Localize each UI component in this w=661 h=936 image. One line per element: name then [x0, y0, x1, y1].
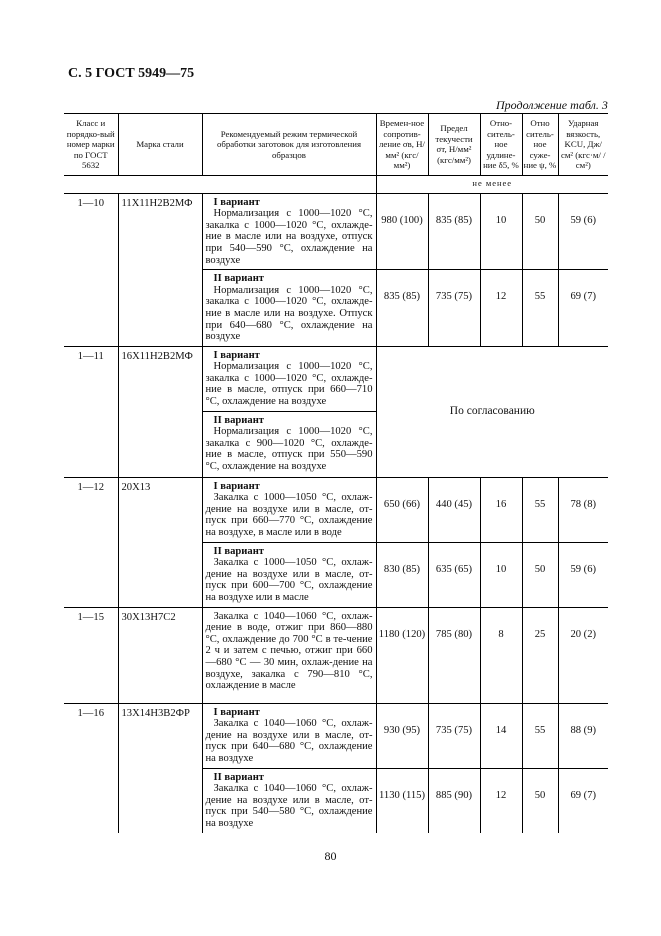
treatment-text: Нормализация с 1000—1020 °С, закалка с 900—1020 °С, охлажде-ние в масле, отпуск при 550—590 °С, охлаждение на воздухе: [205, 426, 373, 473]
treatment-cell: [202, 193, 376, 270]
elongation-value: 16: [480, 477, 522, 542]
treatment-cell: [202, 703, 376, 768]
col-header-reduction: Отно ситель-ное суже-ние ψ, %: [522, 114, 558, 176]
variant-label: I вариант: [213, 196, 260, 208]
impact-value: 69 (7): [558, 768, 608, 832]
elongation-value: 10: [480, 542, 522, 607]
yield-value: 885 (90): [428, 768, 480, 832]
steel-grade: 16Х11Н2В2МФ: [118, 346, 202, 477]
col-header-tensile: Времен-ное сопротив-ление σв, Н/мм² (кгс/мм²): [376, 114, 428, 176]
elongation-value: 14: [480, 703, 522, 768]
treatment-text: Закалка с 1040—1060 °С, охлаж-дение на воздухе или в масле, от-пуск при 540—580 °С, охлаждение на воздухе: [205, 783, 373, 829]
elongation-value: 8: [480, 607, 522, 703]
col-header-grade: Марка стали: [118, 114, 202, 176]
treatment-text: Нормализация с 1000—1020 °С, закалка с 1000—1020 °С, охлажде-ние в масле или на воздухе, отпуск при 540—590 °С, охлаждение на воздухе: [205, 208, 373, 266]
steel-grade: 13Х14Н3В2ФР: [118, 703, 202, 832]
tensile-value: 930 (95): [376, 703, 428, 768]
treatment-cell: [202, 270, 376, 347]
reduction-value: 50: [522, 542, 558, 607]
page-header: С. 5 ГОСТ 5949—75: [68, 66, 195, 81]
treatment-text: Закалка с 1000—1050 °С, охлаж-дение на воздухе или в масле, от-пуск при 600—700 °С, охлаждение на воздухе или в масле: [205, 557, 373, 604]
class-number: 1—16: [64, 703, 118, 832]
steel-grade: 20Х13: [118, 477, 202, 607]
treatment-cell: [202, 607, 376, 703]
variant-label: II вариант: [213, 545, 265, 557]
yield-value: 635 (65): [428, 542, 480, 607]
impact-value: 20 (2): [558, 607, 608, 703]
treatment-cell: [202, 542, 376, 607]
reduction-value: 50: [522, 193, 558, 270]
treatment-text: Закалка с 1040—1060 °С, охлаж-дение на воздухе или в масле, от-пуск при 640—680 °С, охлаждение на воздухе: [205, 718, 373, 764]
min-note-row: [64, 175, 608, 193]
class-number: 1—15: [64, 607, 118, 703]
reduction-value: 55: [522, 703, 558, 768]
impact-value: 59 (6): [558, 193, 608, 270]
table-header-row: [64, 114, 608, 176]
yield-value: 735 (75): [428, 270, 480, 347]
col-header-treatment: Рекомендуемый режим термической обработки заготовок для изготовления образцов: [202, 114, 376, 176]
yield-value: 735 (75): [428, 703, 480, 768]
table-row: [64, 703, 608, 768]
tensile-value: 830 (85): [376, 542, 428, 607]
treatment-cell: [202, 346, 376, 411]
tensile-value: 980 (100): [376, 193, 428, 270]
agreement-note: По согласованию: [376, 346, 608, 477]
elongation-value: 12: [480, 270, 522, 347]
table-row: [64, 607, 608, 703]
variant-label: II вариант: [213, 273, 265, 285]
reduction-value: 25: [522, 607, 558, 703]
table-row: [64, 193, 608, 270]
table-continuation-label: Продолжение табл. 3: [496, 98, 608, 112]
variant-label: I вариант: [213, 706, 260, 718]
tensile-value: 1180 (120): [376, 607, 428, 703]
col-header-yield: Предел текучести σт, Н/мм² (кгс/мм²): [428, 114, 480, 176]
reduction-value: 55: [522, 270, 558, 347]
reduction-value: 55: [522, 477, 558, 542]
table-row: [64, 346, 608, 411]
treatment-text: Нормализация с 1000—1020 °С, закалка с 1000—1020 °С, охлажде-ние в масле, отпуск при 660—710 °С, охлаждение на воздухе: [205, 361, 373, 408]
page-number: 80: [324, 849, 337, 863]
tensile-value: 835 (85): [376, 270, 428, 347]
tensile-value: 1130 (115): [376, 768, 428, 832]
reduction-value: 50: [522, 768, 558, 832]
class-number: 1—12: [64, 477, 118, 607]
class-number: 1—10: [64, 193, 118, 346]
treatment-text: Закалка с 1040—1060 °С, охлаж-дение в воде, отжиг при 860—880 °С, охлаждение до 700 °С в те-чение 2 ч и затем с печью, отжиг при 660—680 °С — 30 мин, охлаж-дение на воздухе, закалка с 790—810 °С, охлаждение в масле: [205, 610, 373, 692]
treatment-cell: [202, 768, 376, 832]
col-header-class: Класс и порядко-вый номер марки по ГОСТ 5632: [64, 114, 118, 176]
variant-label: II вариант: [213, 771, 265, 783]
min-note: не менее: [376, 175, 608, 193]
impact-value: 59 (6): [558, 542, 608, 607]
tensile-value: 650 (66): [376, 477, 428, 542]
steel-grade: 30Х13Н7С2: [118, 607, 202, 703]
table-row: [64, 477, 608, 542]
elongation-value: 10: [480, 193, 522, 270]
steel-grade: 11Х11Н2В2МФ: [118, 193, 202, 346]
impact-value: 78 (8): [558, 477, 608, 542]
elongation-value: 12: [480, 768, 522, 832]
col-header-impact: Ударная вязкость, KCU, Дж/см² (кгс·м/ /см²): [558, 114, 608, 176]
yield-value: 785 (80): [428, 607, 480, 703]
treatment-cell: [202, 411, 376, 477]
variant-label: I вариант: [213, 349, 260, 361]
class-number: 1—11: [64, 346, 118, 477]
col-header-elongation: Отно-ситель-ное удлине-ние δ5, %: [480, 114, 522, 176]
variant-label: II вариант: [213, 414, 265, 426]
treatment-text: Нормализация с 1000—1020 °С, закалка с 1000—1020 °С, охлажде-ние в масле или на воздухе. Отпуск при 640—680 °С, охлаждение на воздухе: [205, 284, 373, 343]
treatment-text: Закалка с 1000—1050 °С, охлаж-дение на воздухе или в масле, от-пуск при 660—770 °С, охлаждение на воздухе, в масле или в воде: [205, 492, 373, 539]
yield-value: 835 (85): [428, 193, 480, 270]
properties-table: [64, 113, 608, 833]
variant-label: I вариант: [213, 480, 260, 492]
treatment-cell: [202, 477, 376, 542]
impact-value: 88 (9): [558, 703, 608, 768]
yield-value: 440 (45): [428, 477, 480, 542]
impact-value: 69 (7): [558, 270, 608, 347]
